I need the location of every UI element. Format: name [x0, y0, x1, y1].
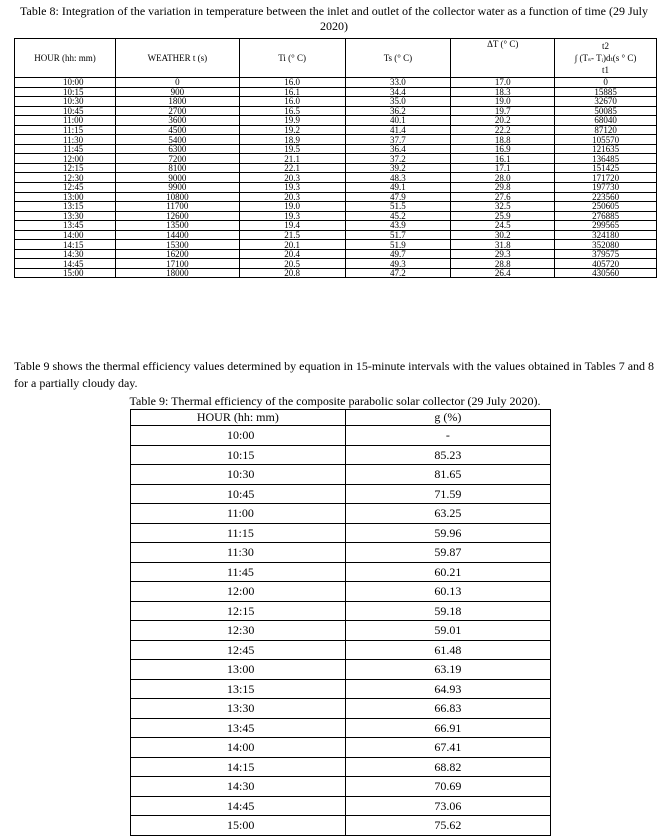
table8: [14, 38, 657, 278]
table-cell: 7200: [115, 154, 239, 164]
header-weather: WEATHER t (s): [115, 39, 239, 78]
table-cell: 20.3: [239, 192, 345, 202]
body-paragraph: Table 9 shows the thermal efficiency values determined by equation in 15-minute intervals with the values obtained in Tables 7 and 8 for a partially cloudy day.: [14, 359, 655, 390]
table-cell: 1800: [115, 97, 239, 107]
table-cell: 14:30: [131, 777, 346, 797]
table-row: [15, 163, 657, 173]
table-cell: 22.1: [239, 163, 345, 173]
table-cell: -: [345, 426, 550, 446]
table-row: [15, 202, 657, 212]
table-cell: 51.5: [345, 202, 451, 212]
table-cell: 17100: [115, 259, 239, 269]
table-cell: 25.9: [451, 211, 555, 221]
table-row: [131, 523, 551, 543]
header-integral: [555, 39, 657, 78]
table-cell: 12:30: [15, 173, 116, 183]
table-cell: 12:45: [15, 183, 116, 193]
table-cell: 48.3: [345, 173, 451, 183]
table-row: [131, 426, 551, 446]
table-row: [15, 211, 657, 221]
table-cell: 12:45: [131, 640, 346, 660]
table-cell: 105570: [555, 135, 657, 145]
table-row: [131, 757, 551, 777]
table-row: [15, 221, 657, 231]
header-efficiency: g (%): [345, 410, 550, 426]
table-cell: 18.8: [451, 135, 555, 145]
table-cell: 59.01: [345, 621, 550, 641]
table-cell: 12:30: [131, 621, 346, 641]
table-cell: 14:15: [131, 757, 346, 777]
table-cell: 20.4: [239, 249, 345, 259]
integral-lower-limit: t1: [602, 65, 610, 75]
table-cell: 10:15: [15, 87, 116, 97]
table-cell: 11:15: [131, 523, 346, 543]
table-cell: 16.1: [239, 87, 345, 97]
table-cell: 19.0: [451, 97, 555, 107]
table-cell: 21.5: [239, 230, 345, 240]
table-cell: 37.7: [345, 135, 451, 145]
table-cell: 43.9: [345, 221, 451, 231]
table-cell: 81.65: [345, 465, 550, 485]
table-cell: 87120: [555, 125, 657, 135]
table-row: [131, 738, 551, 758]
table-cell: 28.8: [451, 259, 555, 269]
table-cell: 21.1: [239, 154, 345, 164]
table-cell: 85.23: [345, 445, 550, 465]
table-cell: 29.8: [451, 183, 555, 193]
table-cell: 13:00: [15, 192, 116, 202]
table-cell: 2700: [115, 106, 239, 116]
table-cell: 20.8: [239, 268, 345, 278]
table-cell: 68040: [555, 116, 657, 126]
table-cell: 9000: [115, 173, 239, 183]
table-cell: 10:00: [15, 78, 116, 88]
header-hour: HOUR (hh: mm): [131, 410, 346, 426]
table-cell: 19.7: [451, 106, 555, 116]
table-cell: 15885: [555, 87, 657, 97]
table-cell: 32.5: [451, 202, 555, 212]
table-cell: 40.1: [345, 116, 451, 126]
table-cell: 17.1: [451, 163, 555, 173]
table-cell: 22.2: [451, 125, 555, 135]
table-cell: 67.41: [345, 738, 550, 758]
table9: [130, 409, 551, 836]
header-ti: Ti (° C): [239, 39, 345, 78]
table-cell: 59.96: [345, 523, 550, 543]
table-row: [131, 543, 551, 563]
table-cell: 18000: [115, 268, 239, 278]
table-cell: 13:45: [15, 221, 116, 231]
table-cell: 14:30: [15, 249, 116, 259]
table-row: [131, 816, 551, 836]
table-cell: 51.9: [345, 240, 451, 250]
table8-body: [15, 78, 657, 278]
table-cell: 15:00: [15, 268, 116, 278]
table-row: [131, 699, 551, 719]
table-row: [15, 230, 657, 240]
table8-caption: Table 8: Integration of the variation in temperature between the inlet and outlet of the collector water as a function of time (29 July 2020): [20, 4, 648, 33]
table-cell: 28.0: [451, 173, 555, 183]
table-row: [15, 268, 657, 278]
table-cell: 16.9: [451, 144, 555, 154]
table-cell: 171720: [555, 173, 657, 183]
table-row: [15, 154, 657, 164]
table-cell: 13:15: [131, 679, 346, 699]
table-cell: 136485: [555, 154, 657, 164]
table-cell: 15300: [115, 240, 239, 250]
table-cell: 11:45: [131, 562, 346, 582]
table-cell: 15:00: [131, 816, 346, 836]
table-cell: 32670: [555, 97, 657, 107]
table-cell: 121635: [555, 144, 657, 154]
table-cell: 11:45: [15, 144, 116, 154]
table-cell: 13:00: [131, 660, 346, 680]
table-row: [131, 640, 551, 660]
table-cell: 26.4: [451, 268, 555, 278]
table-cell: 11:30: [15, 135, 116, 145]
table-cell: 20.3: [239, 173, 345, 183]
table-row: [15, 249, 657, 259]
table-row: [131, 582, 551, 602]
table-cell: 5400: [115, 135, 239, 145]
table-cell: 20.2: [451, 116, 555, 126]
table-row: [15, 106, 657, 116]
header-ts: Ts (° C): [345, 39, 451, 78]
table-cell: 70.69: [345, 777, 550, 797]
table-cell: 276885: [555, 211, 657, 221]
table-row: [131, 718, 551, 738]
table-cell: 19.3: [239, 183, 345, 193]
table-cell: 11:00: [131, 504, 346, 524]
table-cell: 59.87: [345, 543, 550, 563]
table8-header-row: [15, 39, 657, 78]
table-cell: 19.3: [239, 211, 345, 221]
table-cell: 19.0: [239, 202, 345, 212]
header-hour: HOUR (hh: mm): [15, 39, 116, 78]
table-row: [131, 601, 551, 621]
table-cell: 63.19: [345, 660, 550, 680]
table-cell: 68.82: [345, 757, 550, 777]
table-cell: 49.1: [345, 183, 451, 193]
table-cell: 63.25: [345, 504, 550, 524]
table-cell: 11700: [115, 202, 239, 212]
table-cell: 27.6: [451, 192, 555, 202]
table-cell: 12:15: [131, 601, 346, 621]
table-cell: 11:30: [131, 543, 346, 563]
table-row: [131, 504, 551, 524]
table-cell: 16.1: [451, 154, 555, 164]
table-cell: 250605: [555, 202, 657, 212]
table-cell: 60.21: [345, 562, 550, 582]
header-delta-t: ΔT (° C): [451, 39, 555, 78]
table-cell: 11:15: [15, 125, 116, 135]
table-cell: 12:15: [15, 163, 116, 173]
table-cell: 16.0: [239, 97, 345, 107]
table-cell: 35.0: [345, 97, 451, 107]
table-cell: 13:15: [15, 202, 116, 212]
table-row: [15, 144, 657, 154]
table-cell: 16.5: [239, 106, 345, 116]
table-cell: 31.8: [451, 240, 555, 250]
table-cell: 18.3: [451, 87, 555, 97]
table-cell: 66.83: [345, 699, 550, 719]
table-cell: 900: [115, 87, 239, 97]
table-cell: 33.0: [345, 78, 451, 88]
table-cell: 0: [555, 78, 657, 88]
table-cell: 47.9: [345, 192, 451, 202]
table-cell: 14:15: [15, 240, 116, 250]
table-cell: 61.48: [345, 640, 550, 660]
table-row: [131, 562, 551, 582]
table-row: [15, 97, 657, 107]
table-cell: 14:45: [15, 259, 116, 269]
table-cell: 18.9: [239, 135, 345, 145]
integral-upper-limit: t2: [602, 41, 610, 51]
table-cell: 197730: [555, 183, 657, 193]
table-cell: 50085: [555, 106, 657, 116]
table9-header-row: [131, 410, 551, 426]
table-cell: 299565: [555, 221, 657, 231]
table-cell: 66.91: [345, 718, 550, 738]
table-cell: 12:00: [131, 582, 346, 602]
table-cell: 0: [115, 78, 239, 88]
table-row: [15, 259, 657, 269]
table-row: [15, 192, 657, 202]
table-cell: 71.59: [345, 484, 550, 504]
table-cell: 49.7: [345, 249, 451, 259]
table-cell: 352080: [555, 240, 657, 250]
table-cell: 19.2: [239, 125, 345, 135]
table-row: [131, 660, 551, 680]
table-cell: 45.2: [345, 211, 451, 221]
table-cell: 49.3: [345, 259, 451, 269]
table-row: [131, 796, 551, 816]
table-cell: 10:30: [131, 465, 346, 485]
table-cell: 9900: [115, 183, 239, 193]
table-cell: 64.93: [345, 679, 550, 699]
table-cell: 24.5: [451, 221, 555, 231]
table-cell: 47.2: [345, 268, 451, 278]
table-cell: 16200: [115, 249, 239, 259]
table-row: [15, 116, 657, 126]
table-cell: 19.9: [239, 116, 345, 126]
table-row: [131, 465, 551, 485]
table-row: [15, 173, 657, 183]
table-cell: 223560: [555, 192, 657, 202]
table-cell: 34.4: [345, 87, 451, 97]
table-row: [15, 240, 657, 250]
table-cell: 16.0: [239, 78, 345, 88]
table-cell: 36.2: [345, 106, 451, 116]
table-cell: 379575: [555, 249, 657, 259]
table-cell: 14:45: [131, 796, 346, 816]
table-row: [15, 125, 657, 135]
table-cell: 6300: [115, 144, 239, 154]
table-row: [15, 78, 657, 88]
table-cell: 59.18: [345, 601, 550, 621]
table-row: [131, 621, 551, 641]
table-cell: 19.5: [239, 144, 345, 154]
table-cell: 10:30: [15, 97, 116, 107]
table-cell: 36.4: [345, 144, 451, 154]
table-cell: 3600: [115, 116, 239, 126]
table-cell: 37.2: [345, 154, 451, 164]
table-row: [15, 183, 657, 193]
table-cell: 430560: [555, 268, 657, 278]
table-cell: 151425: [555, 163, 657, 173]
table-row: [131, 777, 551, 797]
table-cell: 13:45: [131, 718, 346, 738]
table-cell: 29.3: [451, 249, 555, 259]
table-row: [15, 135, 657, 145]
table-cell: 20.1: [239, 240, 345, 250]
table-cell: 8100: [115, 163, 239, 173]
table-cell: 10:45: [131, 484, 346, 504]
table-cell: 51.7: [345, 230, 451, 240]
table-cell: 20.5: [239, 259, 345, 269]
table-cell: 30.2: [451, 230, 555, 240]
table-cell: 75.62: [345, 816, 550, 836]
table-cell: 39.2: [345, 163, 451, 173]
table-row: [131, 679, 551, 699]
table-cell: 10:00: [131, 426, 346, 446]
table-row: [15, 87, 657, 97]
table-cell: 13:30: [131, 699, 346, 719]
table-cell: 19.4: [239, 221, 345, 231]
table-cell: 10:15: [131, 445, 346, 465]
integral-expression: ∫ (Tₛ- Tᵢ)dₜ(s ° C): [574, 53, 637, 63]
table-cell: 14:00: [15, 230, 116, 240]
table-cell: 73.06: [345, 796, 550, 816]
table-cell: 12:00: [15, 154, 116, 164]
table-cell: 17.0: [451, 78, 555, 88]
table-row: [131, 445, 551, 465]
table-cell: 41.4: [345, 125, 451, 135]
table-cell: 14400: [115, 230, 239, 240]
table-cell: 10:45: [15, 106, 116, 116]
table-cell: 13:30: [15, 211, 116, 221]
table-row: [131, 484, 551, 504]
table9-body: [131, 426, 551, 836]
table-cell: 60.13: [345, 582, 550, 602]
table-cell: 10800: [115, 192, 239, 202]
table-cell: 13500: [115, 221, 239, 231]
table-cell: 14:00: [131, 738, 346, 758]
table-cell: 12600: [115, 211, 239, 221]
table-cell: 4500: [115, 125, 239, 135]
table-cell: 324180: [555, 230, 657, 240]
table-cell: 405720: [555, 259, 657, 269]
table9-caption: Table 9: Thermal efficiency of the composite parabolic solar collector (29 July 2020).: [129, 394, 541, 408]
table-cell: 11:00: [15, 116, 116, 126]
